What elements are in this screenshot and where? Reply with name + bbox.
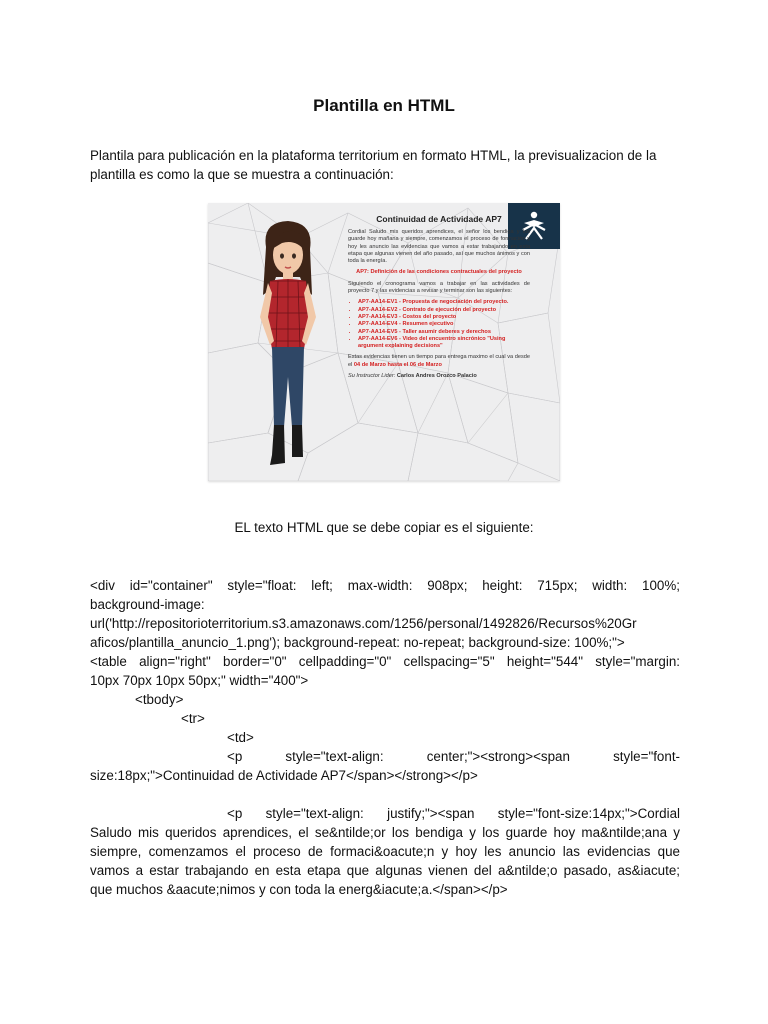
list-item: • AP7-AA14-EV3 - Costos del proyecto: [358, 314, 530, 321]
code-line: url('http://repositorioterritorium.s3.amazonaws.com/1256/personal/1492826/Recursos%20Gr: [90, 616, 637, 631]
code-line: siempre, comenzamos el proceso de formaci&oacute;n y hoy les anuncio las evidencias que: [90, 844, 680, 859]
code-line: <tr>: [181, 711, 205, 726]
html-code-block: [90, 576, 680, 899]
code-line: <div id="container" style="float: left; max-width: 908px; height: 715px; width: 100%;: [90, 578, 680, 593]
deadline-prefix: Estas evidencias tienen un tiempo para entrega maximo el cual va desde el: [348, 354, 530, 368]
list-item: • AP7-AA14-EV5 - Taller asumir deberes y derechos: [358, 329, 530, 336]
spacer: [90, 785, 680, 804]
deadline-range: 04 de Marzo hasta el 06 de Marzo: [353, 361, 442, 368]
list-item: • AP7-AA14-EV6 - Video del encuentro sincrónico "Using argument explaining decisions": [358, 336, 530, 351]
deadline-text: [348, 354, 530, 369]
announcement-title: Continuidad de Actividade AP7: [376, 214, 502, 224]
announcement-content: [348, 215, 530, 384]
code-line: 10px 70px 10px 50px;" width="400">: [90, 673, 309, 688]
copy-instructions-heading: EL texto HTML que se debe copiar es el siguiente:: [234, 520, 534, 535]
code-line: <p style="text-align: justify;"><span style="font-size:14px;">Cordial: [227, 806, 680, 821]
template-preview-image: [208, 203, 560, 481]
document-title: Plantilla en HTML: [313, 96, 455, 115]
instructor-line: [348, 373, 530, 380]
code-line: que muchos &aacute;nimos y con toda la energ&iacute;a.</span></p>: [90, 882, 508, 897]
instructor-name: Carlos Andres Orozco Palacio: [396, 373, 477, 380]
code-line: size:18px;">Continuidad de Actividade AP7</span></strong></p>: [90, 768, 478, 783]
announcement-heading: AP7: Definición de las condiciones contractuales del proyecto: [356, 269, 522, 276]
list-item: • AP7-AA14-EV2 - Contrato de ejecución del proyecto: [358, 307, 530, 314]
announcement-intro: Siguiendo el cronograma vamos a trabajar en las actividades de proyecto 7 y las evidencias a revisar y terminar son las siguientes:: [348, 280, 530, 295]
code-line: vamos a estar trabajando en esta etapa que algunas vienen del a&ntilde;o pasado, as&iacute;: [90, 863, 680, 878]
list-item: • AP7-AA14-EV4 - Resumen ejecutivo: [358, 321, 530, 328]
list-item: • AP7-AA14-EV1 - Propuesta de negociación del proyecto.: [358, 299, 530, 306]
woman-illustration: [248, 217, 328, 469]
intro-paragraph: Plantila para publicación en la plataforma territorium en formato HTML, la previsualizacion de la plantilla es como la que se muestra a continuación:: [90, 148, 657, 182]
code-line: background-image:: [90, 597, 205, 612]
code-line: <tbody>: [135, 692, 184, 707]
code-line: <table align="right" border="0" cellpadding="0" cellspacing="5" height="544" style="margin:: [90, 654, 680, 669]
evidence-list: [348, 299, 530, 350]
code-line: <p style="text-align: center;"><strong><span style="font-: [227, 749, 680, 764]
announcement-greeting: Cordial Saludo mis queridos aprendices, el señor los bendiga y los guarde hoy mañana y siempre, comenzamos el proceso de formación y hoy les anuncio las evidencias que vamos a estar trabajando en esta etapa que algunas vienen del año pasado, así que muchos ánimos y con toda la energía.: [348, 229, 530, 265]
code-line: Saludo mis queridos aprendices, el se&ntilde;or los bendiga y los guarde hoy ma&ntilde;ana y: [90, 825, 680, 840]
code-line: aficos/plantilla_anuncio_1.png'); background-repeat: no-repeat; background-size: 100%;">: [90, 635, 625, 650]
instructor-label: Su Instructor Lider:: [348, 373, 396, 380]
code-line: <td>: [227, 730, 254, 745]
